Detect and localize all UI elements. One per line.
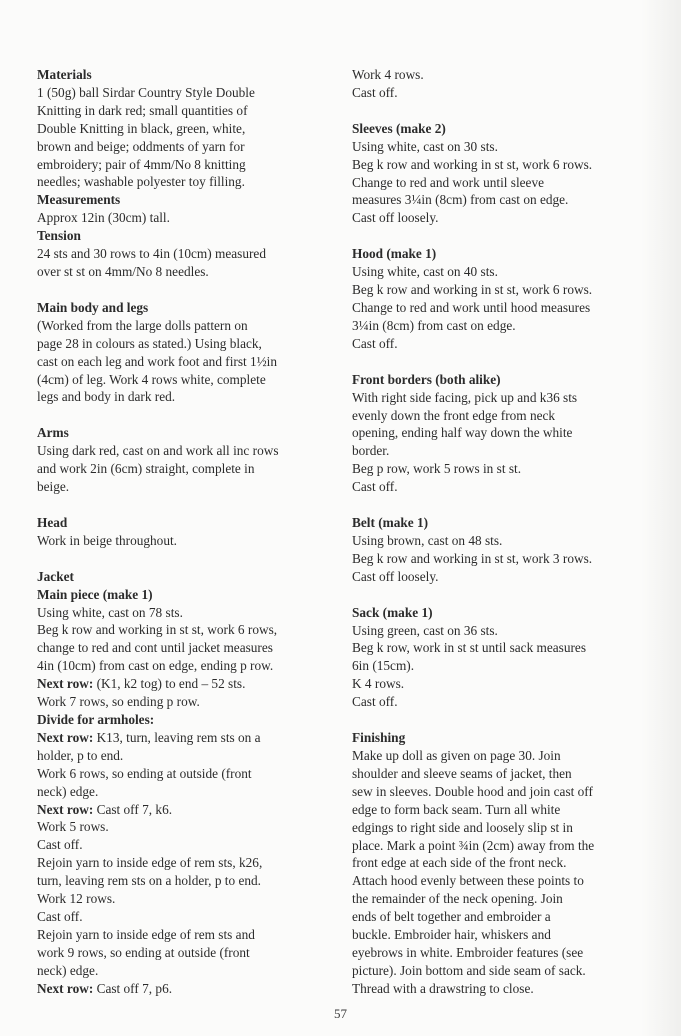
text-line: Work 7 rows, so ending p row. xyxy=(37,694,200,710)
sack-section xyxy=(352,604,652,711)
text-line: K 4 rows. xyxy=(352,676,405,692)
text-line: Cast off. xyxy=(352,84,398,100)
text-line: Using white, cast on 40 sts. xyxy=(352,264,498,280)
text-line: legs and body in dark red. xyxy=(37,389,176,405)
right-column xyxy=(352,66,652,998)
head-section xyxy=(37,514,327,550)
sleeves-heading: Sleeves (make 2) xyxy=(352,120,446,136)
text-line: Beg k row, work in st st until sack measures xyxy=(352,640,587,656)
text-line: work 9 rows, so ending at outside (front xyxy=(37,944,250,960)
text-line: border. xyxy=(352,443,390,459)
next-row-text: (K1, k2 tog) to end – 52 sts. xyxy=(93,676,246,692)
next-row-label: Next row: xyxy=(37,801,94,817)
tension-heading: Tension xyxy=(37,228,81,244)
text-line: Knitting in dark red; small quantities of xyxy=(37,102,248,118)
divide-heading: Divide for armholes: xyxy=(37,712,155,727)
next-row-label: Next row: xyxy=(37,676,94,692)
next-row-line xyxy=(37,675,327,693)
jacket-section xyxy=(37,568,327,998)
text-line: the remainder of the neck opening. Join xyxy=(352,891,563,907)
text-line: Work in beige throughout. xyxy=(37,532,178,548)
text-line: Cast off. xyxy=(352,479,398,495)
materials-heading: Materials xyxy=(37,67,92,82)
text-line: Work 4 rows. xyxy=(352,67,424,82)
text-line: Cast off. xyxy=(37,837,83,853)
finishing-section xyxy=(352,729,652,998)
belt-heading: Belt (make 1) xyxy=(352,515,429,531)
text-line: evenly down the front edge from neck xyxy=(352,407,556,423)
hood-heading: Hood (make 1) xyxy=(352,246,437,262)
text-line: holder, p to end. xyxy=(37,747,124,763)
text-line: ends of belt together and embroider a xyxy=(352,909,551,925)
finishing-heading: Finishing xyxy=(352,730,406,746)
text-line: needles; washable polyester toy filling. xyxy=(37,174,245,190)
text-line: and work 2in (6cm) straight, complete in xyxy=(37,461,255,477)
text-line: Beg k row and working in st st, work 6 rows. xyxy=(352,282,593,298)
text-line: shoulder and sleeve seams of jacket, then xyxy=(352,765,572,781)
head-heading: Head xyxy=(37,514,68,530)
text-line: 1 (50g) ball Sirdar Country Style Double xyxy=(37,84,255,100)
text-line: eyebrows in white. Embroider features (see xyxy=(352,944,584,960)
jacket-heading: Jacket xyxy=(37,568,74,584)
page-number: 57 xyxy=(334,1006,347,1021)
text-line: Work 5 rows. xyxy=(37,819,109,835)
text-line: neck) edge. xyxy=(37,783,99,799)
text-line: Using dark red, cast on and work all inc rows xyxy=(37,443,279,459)
text-line: Rejoin yarn to inside edge of rem sts and xyxy=(37,926,255,942)
text-line: Attach hood evenly between these points to xyxy=(352,873,584,889)
text-line: beige. xyxy=(37,479,70,495)
text-line: Beg k row and working in st st, work 3 rows. xyxy=(352,550,593,566)
text-line: brown and beige; oddments of yarn for xyxy=(37,138,245,154)
text-line: change to red and cont until jacket measures xyxy=(37,640,273,656)
text-line: Cast off loosely. xyxy=(352,210,439,226)
main-body-section xyxy=(37,299,327,406)
text-line: edge to form back seam. Turn all white xyxy=(352,801,561,817)
text-line: Work 6 rows, so ending at outside (front xyxy=(37,765,252,781)
hood-section xyxy=(352,245,652,352)
text-line: Change to red and work until sleeve xyxy=(352,174,545,190)
measurements-heading: Measurements xyxy=(37,192,121,208)
text-line: 24 sts and 30 rows to 4in (10cm) measured xyxy=(37,246,266,262)
text-line: place. Mark a point ¾in (2cm) away from the xyxy=(352,837,595,853)
text-line: opening, ending half way down the white xyxy=(352,425,573,441)
text-line: buckle. Embroider hair, whiskers and xyxy=(352,927,551,943)
text-line: Cast off. xyxy=(352,694,398,710)
next-row-text: K13, turn, leaving rem sts on a xyxy=(93,729,261,745)
text-line: measures 3¼in (8cm) from cast on edge. xyxy=(352,192,569,208)
text-line: Double Knitting in black, green, white, xyxy=(37,120,246,136)
text-line: over st st on 4mm/No 8 needles. xyxy=(37,263,209,279)
main-piece-heading: Main piece (make 1) xyxy=(37,586,153,602)
text-line: Using white, cast on 30 sts. xyxy=(352,138,498,154)
text-line: Beg k row and working in st st, work 6 rows, xyxy=(37,622,278,638)
text-line: embroidery; pair of 4mm/No 8 knitting xyxy=(37,156,246,172)
jacket-continued xyxy=(352,66,652,102)
text-line: Cast off. xyxy=(352,335,398,351)
sack-heading: Sack (make 1) xyxy=(352,604,433,620)
next-row-label: Next row: xyxy=(37,980,94,996)
text-line: edgings to right side and loosely slip st in xyxy=(352,819,573,835)
text-line: 3¼in (8cm) from cast on edge. xyxy=(352,317,516,333)
front-borders-section xyxy=(352,371,652,496)
text-line: Make up doll as given on page 30. Join xyxy=(352,748,561,763)
text-line: Rejoin yarn to inside edge of rem sts, k26, xyxy=(37,855,263,871)
text-line: Beg k row and working in st st, work 6 rows. xyxy=(352,156,593,172)
text-line: picture). Join bottom and side seam of sack. xyxy=(352,962,586,978)
text-line: turn, leaving rem sts on a holder, p to end. xyxy=(37,873,261,889)
text-line: Using white, cast on 78 sts. xyxy=(37,604,183,620)
belt-section xyxy=(352,514,652,586)
text-line: (Worked from the large dolls pattern on xyxy=(37,317,248,333)
text-line: Approx 12in (30cm) tall. xyxy=(37,210,170,226)
sleeves-section xyxy=(352,120,652,227)
text-line: Work 12 rows. xyxy=(37,891,116,907)
text-line: Cast off. xyxy=(37,908,83,924)
front-borders-heading: Front borders (both alike) xyxy=(352,371,501,387)
next-row-text: Cast off 7, p6. xyxy=(93,980,173,996)
next-row-text: Cast off 7, k6. xyxy=(93,801,173,817)
next-row-line xyxy=(37,801,327,819)
text-line: Thread with a drawstring to close. xyxy=(352,980,534,996)
text-line: cast on each leg and work foot and first 1½in xyxy=(37,353,278,369)
next-row-line xyxy=(37,980,327,998)
text-line: page 28 in colours as stated.) Using black, xyxy=(37,335,262,351)
text-line: Cast off loosely. xyxy=(352,568,439,584)
main-body-heading: Main body and legs xyxy=(37,299,149,315)
text-line: neck) edge. xyxy=(37,962,99,978)
text-line: Change to red and work until hood measures xyxy=(352,299,591,315)
next-row-line xyxy=(37,729,327,747)
left-column xyxy=(37,66,327,998)
next-row-label: Next row: xyxy=(37,729,94,745)
materials-section xyxy=(37,66,327,281)
text-line: front edge at each side of the front neck. xyxy=(352,855,567,871)
text-line: Using green, cast on 36 sts. xyxy=(352,622,498,638)
text-line: 4in (10cm) from cast on edge, ending p row. xyxy=(37,658,274,674)
text-line: 6in (15cm). xyxy=(352,658,415,674)
arms-section xyxy=(37,424,327,496)
text-line: sew in sleeves. Double hood and join cast off xyxy=(352,783,593,799)
text-line: (4cm) of leg. Work 4 rows white, complete xyxy=(37,371,266,387)
text-line: With right side facing, pick up and k36 sts xyxy=(352,389,578,405)
text-line: Using brown, cast on 48 sts. xyxy=(352,532,503,548)
arms-heading: Arms xyxy=(37,425,69,441)
text-line: Beg p row, work 5 rows in st st. xyxy=(352,461,522,477)
